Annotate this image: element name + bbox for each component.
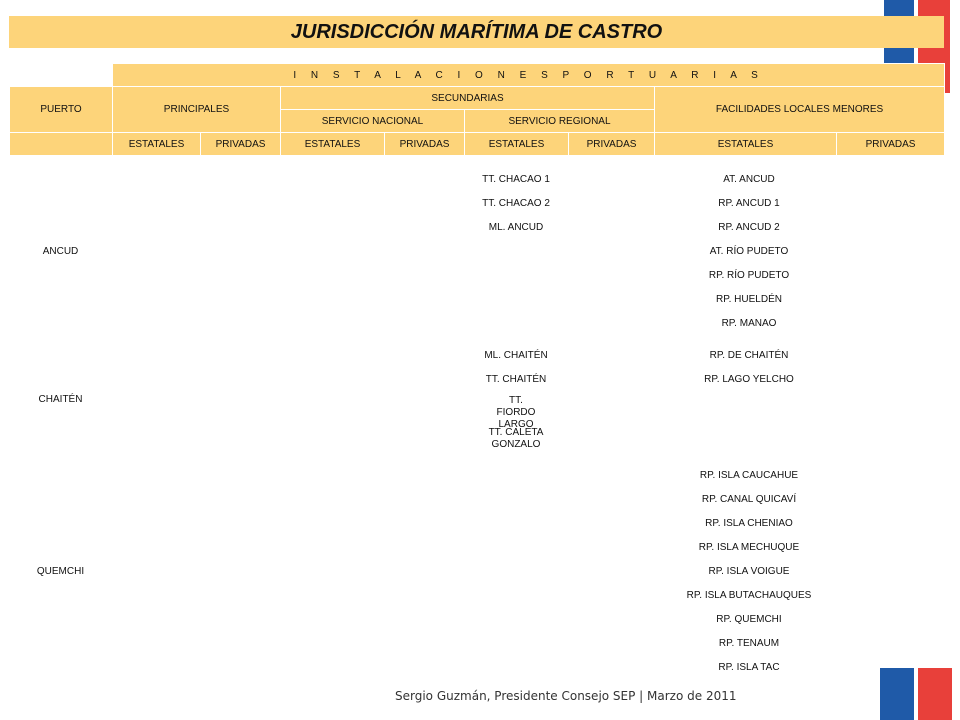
header-privadas: PRIVADAS bbox=[837, 133, 945, 156]
header-estatales: ESTATALES bbox=[465, 133, 569, 156]
list-item: TT. CHAITÉN bbox=[485, 374, 547, 385]
puerto-ancud: ANCUD bbox=[42, 246, 79, 257]
list-item: ML. CHAITÉN bbox=[484, 350, 548, 361]
page-title: JURISDICCIÓN MARÍTIMA DE CASTRO bbox=[9, 16, 944, 48]
list-item: RP. ISLA BUTACHAUQUES bbox=[686, 590, 812, 601]
header-estatales: ESTATALES bbox=[113, 133, 201, 156]
list-item: RP. ANCUD 1 bbox=[718, 198, 780, 209]
header-secundarias: SECUNDARIAS bbox=[281, 87, 655, 110]
header-principales: PRINCIPALES bbox=[113, 87, 281, 133]
header-servicio-regional: SERVICIO REGIONAL bbox=[465, 110, 655, 133]
header-estatales: ESTATALES bbox=[655, 133, 837, 156]
list-item: RP. ISLA MECHUQUE bbox=[698, 542, 800, 553]
list-item: TT. CHACAO 1 bbox=[482, 174, 550, 185]
list-item: RP. ISLA TAC bbox=[718, 662, 780, 673]
header-servicio-nacional: SERVICIO NACIONAL bbox=[281, 110, 465, 133]
list-item: RP. ISLA CHENIAO bbox=[705, 518, 793, 529]
header-privadas: PRIVADAS bbox=[385, 133, 465, 156]
list-item: RP. ISLA CAUCAHUE bbox=[699, 470, 799, 481]
list-item: RP. CANAL QUICAVÍ bbox=[701, 494, 797, 505]
list-item: RP. RÍO PUDETO bbox=[708, 270, 790, 281]
header-puerto-spacer bbox=[10, 133, 113, 156]
header-facilidades: FACILIDADES LOCALES MENORES bbox=[655, 87, 945, 133]
header-puerto: PUERTO bbox=[10, 87, 113, 133]
header-estatales: ESTATALES bbox=[281, 133, 385, 156]
puerto-quemchi: QUEMCHI bbox=[36, 566, 85, 577]
list-item: TT. CALETA GONZALO bbox=[488, 427, 544, 450]
list-item: AT. ANCUD bbox=[723, 174, 775, 185]
list-item: ML. ANCUD bbox=[488, 222, 544, 233]
list-item: AT. RÍO PUDETO bbox=[709, 246, 789, 257]
list-item: RP. MANAO bbox=[721, 318, 777, 329]
footer-credit: Sergio Guzmán, Presidente Consejo SEP | Marzo de 2011 bbox=[395, 689, 737, 703]
list-item: RP. DE CHAITÉN bbox=[709, 350, 789, 361]
list-item: RP. ISLA VOIGUE bbox=[708, 566, 790, 577]
header-instalaciones: I N S T A L A C I O N E S P O R T U A R I A S bbox=[113, 64, 945, 87]
flag-decoration-bottom bbox=[880, 668, 952, 720]
list-item: RP. ANCUD 2 bbox=[718, 222, 780, 233]
list-item: TT. CHACAO 2 bbox=[482, 198, 550, 209]
list-item: RP. HUELDÉN bbox=[716, 294, 782, 305]
header-privadas: PRIVADAS bbox=[201, 133, 281, 156]
list-item: RP. LAGO YELCHO bbox=[704, 374, 794, 385]
list-item: RP. TENAUM bbox=[718, 638, 780, 649]
list-item: RP. QUEMCHI bbox=[716, 614, 782, 625]
header-privadas: PRIVADAS bbox=[569, 133, 655, 156]
list-item: TT. FIORDO LARGO bbox=[496, 395, 536, 430]
header-table bbox=[9, 63, 945, 156]
puerto-chaiten: CHAITÉN bbox=[38, 394, 83, 405]
